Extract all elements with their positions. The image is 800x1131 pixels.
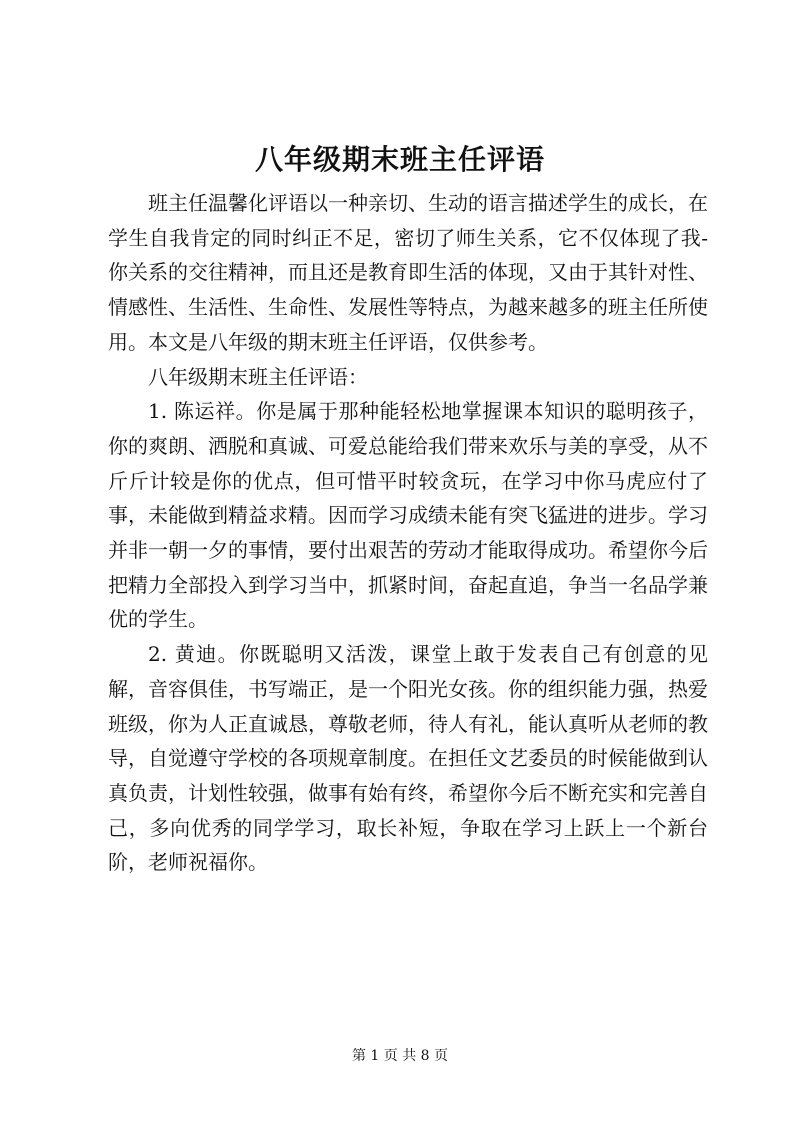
page-number-footer: 第 1 页 共 8 页 [351,1048,449,1064]
intro-paragraph: 班主任温馨化评语以一种亲切、生动的语言描述学生的成长，在学生自我肯定的同时纠正不足，密切了师生关系，它不仅体现了我-你关系的交往精神，而且还是教育即生活的体现，又由于其针对性、情感性、生活性、生命性、发展性等特点，为越来越多的班主任所使用。本文是八年级的期末班主任评语，仅供参考。 [108,191,708,354]
comment-paragraph-1: 1. 陈运祥。你是属于那种能轻松地掌握课本知识的聪明孩子，你的爽朗、洒脱和真诚、可爱总能给我们带来欢乐与美的享受，从不斤斤计较是你的优点，但可惜平时较贪玩，在学习中你马虎应付了事，未能做到精益求精。因而学习成绩未能有突飞猛进的进步。学习并非一朝一夕的事情，要付出艰苦的劳动才能取得成功。希望你今后把精力全部投入到学习当中，抓紧时间，奋起直追，争当一名品学兼优的学生。 [108,399,708,632]
section-heading-paragraph: 八年级期末班主任评语： [148,364,368,389]
document-title: 八年级期末班主任评语 [254,143,545,176]
comment-paragraph-2: 2. 黄迪。你既聪明又活泼，课堂上敢于发表自己有创意的见解，音容俱佳，书写端正，是一个阳光女孩。你的组织能力强，热爱班级，你为人正直诚恳，尊敬老师，待人有礼，能认真听从老师的教导，自觉遵守学校的各项规章制度。在担任文艺委员的时候能做到认真负责，计划性较强，做事有始有终，希望你今后不断充实和完善自己，多向优秀的同学学习，取长补短，争取在学习上跃上一个新台阶，老师祝福你。 [108,642,708,875]
document-body [108,186,708,880]
